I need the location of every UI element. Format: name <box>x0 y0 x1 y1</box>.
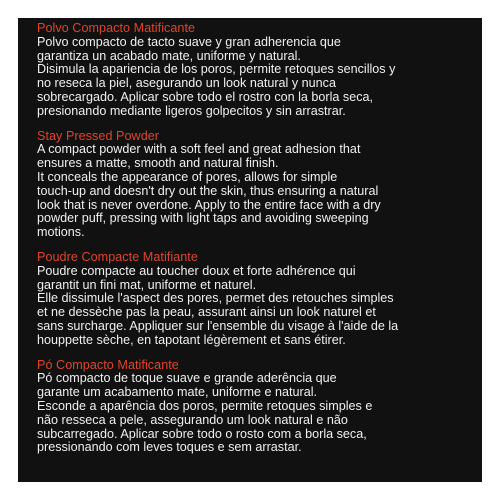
body-line: Pó compacto de toque suave e grande aderência que <box>37 371 337 386</box>
body-line: ensures a matte, smooth and natural finish. <box>37 156 279 171</box>
body-line: Polvo compacto de tacto suave y gran adherencia que <box>37 34 341 49</box>
section-french <box>37 251 464 348</box>
body-line: Esconde a aparência dos poros, permite retoques simples e <box>37 398 373 413</box>
body-line: pressionando com leves toques e sem arrastar. <box>37 440 302 455</box>
section-heading: Pó Compacto Matificante <box>37 357 179 372</box>
body-line: It conceals the appearance of pores, allows for simple <box>37 169 338 184</box>
body-line: houppette sèche, en tapotant légèrement et sans étirer. <box>37 332 346 347</box>
body-line: garante um acabamento mate, uniforme e natural. <box>37 385 318 400</box>
body-line: Poudre compacte au toucher doux et forte adhérence qui <box>37 263 356 278</box>
section-heading: Polvo Compacto Matificante <box>37 21 196 35</box>
body-line: garantiza un acabado mate, uniforme y natural. <box>37 48 301 63</box>
body-line: garantit un fini mat, uniforme et naturel. <box>37 277 257 292</box>
body-line: A compact powder with a soft feel and great adhesion that <box>37 142 361 157</box>
body-line: look that is never overdone. Apply to the entire face with a dry <box>37 197 381 212</box>
section-portuguese <box>37 359 464 456</box>
body-line: sobrecargado. Aplicar sobre todo el rostro con la borla seca, <box>37 89 374 104</box>
section-english <box>37 130 464 240</box>
section-body <box>37 372 464 455</box>
section-spanish <box>37 22 464 119</box>
body-line: não resseca a pele, assegurando um look natural e não <box>37 412 348 427</box>
section-body <box>37 143 464 240</box>
body-line: touch-up and doesn't dry out the skin, thus ensuring a natural <box>37 183 379 198</box>
body-line: Elle dissimule l'aspect des pores, permet des retouches simples <box>37 291 394 306</box>
section-body <box>37 265 464 348</box>
body-line: et ne dessèche pas la peau, assurant ainsi un look naturel et <box>37 305 376 320</box>
body-line: subcarregado. Aplicar sobre todo o rosto com a borla seca, <box>37 426 367 441</box>
body-line: sans surcharge. Appliquer sur l'ensemble du visage à l'aide de la <box>37 318 399 333</box>
body-line: Disimula la apariencia de los poros, permite retoques sencillos y <box>37 62 396 77</box>
section-body <box>37 36 464 119</box>
body-line: motions. <box>37 225 85 240</box>
section-heading: Stay Pressed Powder <box>37 128 160 143</box>
product-description-panel <box>18 18 482 482</box>
section-heading: Poudre Compacte Matifiante <box>37 249 198 264</box>
body-line: no reseca la piel, asegurando un look natural y nunca <box>37 76 336 91</box>
body-line: presionando mediante ligeros golpecitos y sin arrastrar. <box>37 103 346 118</box>
body-line: powder puff, pressing with light taps and avoiding sweeping <box>37 211 369 226</box>
